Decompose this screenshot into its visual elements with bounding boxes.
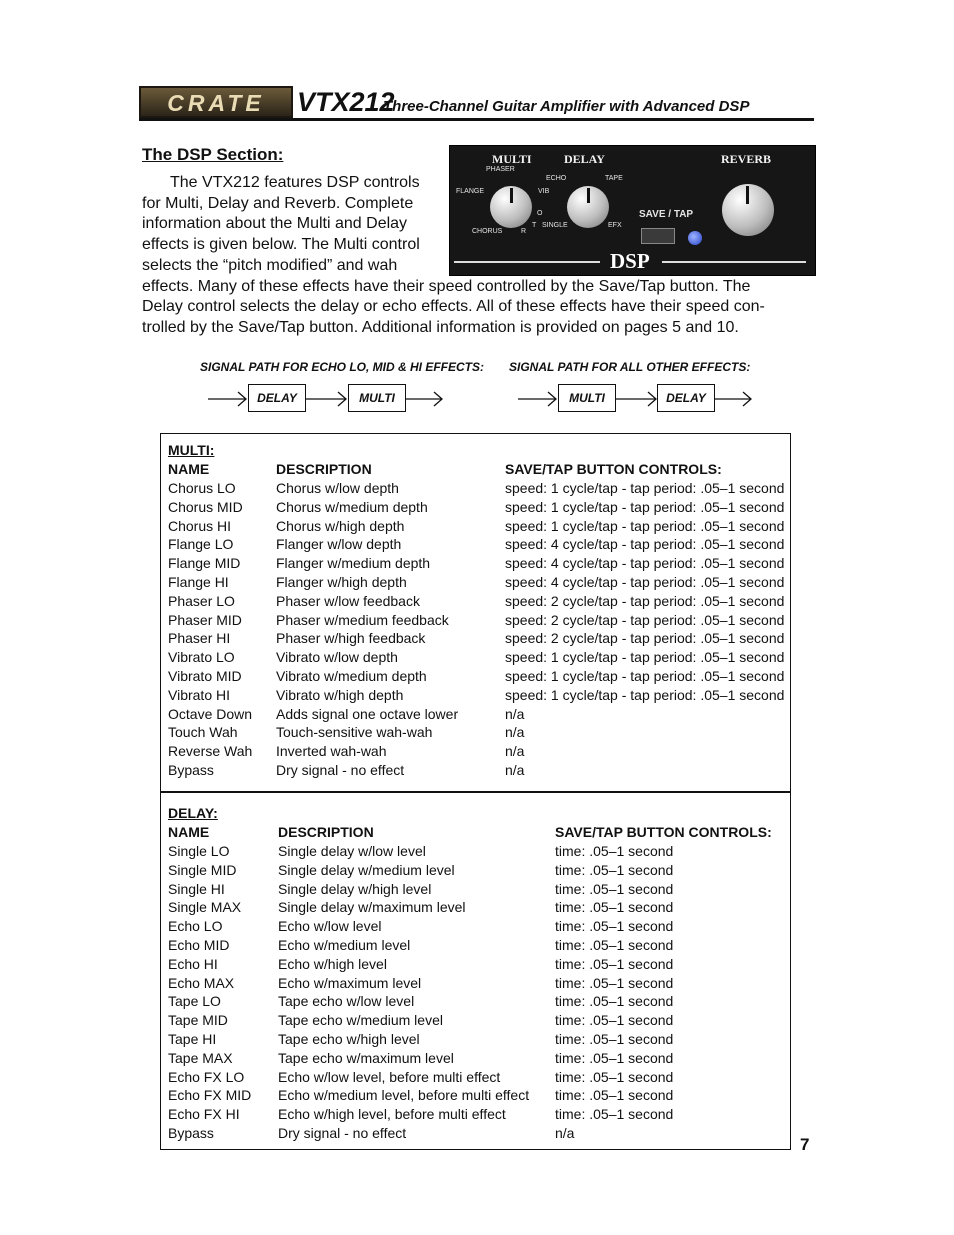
row-description: Vibrato w/medium depth bbox=[276, 667, 427, 684]
row-description: Echo w/low level bbox=[278, 918, 382, 935]
row-controls: time: .05–1 second bbox=[555, 1030, 674, 1047]
row-description: Tape echo w/medium level bbox=[278, 1012, 443, 1029]
reverb-panel-label: REVERB bbox=[721, 152, 772, 166]
signal-path-right-label: SIGNAL PATH FOR ALL OTHER EFFECTS: bbox=[509, 360, 751, 374]
reverb-knob bbox=[722, 184, 774, 236]
intro-line: effects is given below. The Multi control bbox=[142, 236, 420, 254]
arrow-icon bbox=[715, 391, 753, 407]
row-name: Octave Down bbox=[168, 705, 253, 722]
multi-header-name: NAME bbox=[168, 461, 210, 477]
multi-position-label: O bbox=[537, 210, 543, 217]
intro-line: trolled by the Save/Tap button. Additional information is provided on pages 5 and 10. bbox=[142, 318, 739, 336]
row-description: Tape echo w/high level bbox=[278, 1030, 420, 1047]
intro-line: effects. Many of these effects have their speed controlled by the Save/Tap button. The bbox=[142, 277, 751, 295]
row-description: Dry signal - no effect bbox=[278, 1124, 407, 1141]
row-description: Adds signal one octave lower bbox=[276, 705, 459, 722]
delay-header-description: DESCRIPTION bbox=[278, 824, 374, 840]
row-name: Echo LO bbox=[168, 918, 223, 935]
multi-position-label: FLANGE bbox=[456, 188, 485, 195]
delay-header-name: NAME bbox=[168, 824, 210, 840]
row-name: Single MAX bbox=[168, 899, 242, 916]
row-description: Echo w/medium level, before multi effect bbox=[278, 1087, 530, 1104]
header-subtitle: Three-Channel Guitar Amplifier with Advanced DSP bbox=[383, 98, 750, 115]
row-controls: speed: 2 cycle/tap - tap period: .05–1 second bbox=[505, 630, 785, 647]
row-name: Tape MID bbox=[168, 1012, 228, 1029]
delay-knob bbox=[567, 186, 609, 228]
reverb-knob-pointer bbox=[746, 186, 749, 204]
row-description: Single delay w/high level bbox=[278, 880, 432, 897]
intro-line: The VTX212 features DSP controls bbox=[170, 174, 420, 191]
arrow-icon bbox=[306, 391, 348, 407]
delay-position-label: SINGLE bbox=[542, 222, 568, 229]
row-controls: time: .05–1 second bbox=[555, 899, 674, 916]
row-name: Echo MID bbox=[168, 936, 230, 953]
multi-knob-pointer bbox=[510, 188, 513, 203]
row-name: Flange MID bbox=[168, 555, 241, 572]
page-number: 7 bbox=[800, 1135, 810, 1154]
intro-line: for Multi, Delay and Reverb. Complete bbox=[142, 194, 414, 212]
row-name: Single HI bbox=[168, 880, 225, 897]
row-name: Echo FX LO bbox=[168, 1068, 245, 1085]
row-name: Vibrato LO bbox=[168, 649, 235, 666]
tap-led bbox=[688, 231, 702, 245]
row-controls: speed: 4 cycle/tap - tap period: .05–1 second bbox=[505, 573, 785, 590]
row-controls: n/a bbox=[505, 761, 525, 778]
model-name: VTX212 bbox=[297, 87, 395, 117]
signal-path-left-label: SIGNAL PATH FOR ECHO LO, MID & HI EFFECTS: bbox=[200, 360, 484, 374]
row-description: Single delay w/medium level bbox=[278, 861, 455, 878]
row-name: Bypass bbox=[168, 761, 214, 778]
row-description: Vibrato w/low depth bbox=[276, 649, 398, 666]
row-description: Echo w/medium level bbox=[278, 936, 411, 953]
save-tap-button-image bbox=[641, 228, 675, 244]
delay-header-controls: SAVE/TAP BUTTON CONTROLS: bbox=[555, 824, 772, 840]
arrow-icon bbox=[518, 391, 558, 407]
row-name: Flange LO bbox=[168, 536, 234, 553]
row-controls: time: .05–1 second bbox=[555, 861, 674, 878]
row-controls: time: .05–1 second bbox=[555, 1012, 674, 1029]
row-description: Phaser w/high feedback bbox=[276, 630, 426, 647]
page-header bbox=[139, 84, 814, 120]
row-description: Tape echo w/maximum level bbox=[278, 1049, 454, 1066]
multi-position-label: R bbox=[521, 228, 527, 235]
row-name: Reverse Wah bbox=[168, 743, 253, 760]
multi-header-controls: SAVE/TAP BUTTON CONTROLS: bbox=[505, 461, 722, 477]
row-controls: n/a bbox=[505, 705, 525, 722]
dsp-panel-image bbox=[449, 145, 816, 276]
signal-box-multi: MULTI bbox=[558, 384, 616, 412]
delay-position-label: ECHO bbox=[546, 175, 567, 182]
intro-line: Delay control selects the delay or echo effects. All of these effects have their speed con- bbox=[142, 298, 765, 316]
row-name: Echo FX MID bbox=[168, 1087, 252, 1104]
row-controls: time: .05–1 second bbox=[555, 880, 674, 897]
row-name: Bypass bbox=[168, 1124, 214, 1141]
dsp-divider-right bbox=[662, 261, 806, 263]
row-controls: speed: 2 cycle/tap - tap period: .05–1 second bbox=[505, 611, 785, 628]
row-name: Vibrato MID bbox=[168, 667, 242, 684]
row-name: Tape MAX bbox=[168, 1049, 233, 1066]
multi-header-description: DESCRIPTION bbox=[276, 461, 372, 477]
row-name: Single LO bbox=[168, 843, 230, 859]
delay-table-title: DELAY: bbox=[168, 805, 218, 821]
delay-knob-pointer bbox=[587, 188, 590, 203]
row-controls: time: .05–1 second bbox=[555, 974, 674, 991]
row-description: Flanger w/medium depth bbox=[276, 555, 431, 572]
row-controls: n/a bbox=[555, 1124, 575, 1141]
arrow-icon bbox=[208, 391, 248, 407]
row-name: Tape LO bbox=[168, 993, 221, 1010]
intro-line: information about the Multi and Delay bbox=[142, 215, 408, 233]
arrow-icon bbox=[616, 391, 658, 407]
row-description: Dry signal - no effect bbox=[276, 761, 405, 778]
arrow-icon bbox=[406, 391, 444, 407]
row-controls: time: .05–1 second bbox=[555, 936, 674, 953]
row-name: Phaser LO bbox=[168, 592, 235, 609]
row-controls: speed: 1 cycle/tap - tap period: .05–1 second bbox=[505, 667, 785, 684]
intro-line: selects the “pitch modified” and wah bbox=[142, 256, 398, 274]
row-name: Echo MAX bbox=[168, 974, 235, 991]
row-controls: time: .05–1 second bbox=[555, 993, 674, 1010]
row-controls: time: .05–1 second bbox=[555, 955, 674, 972]
crate-logo bbox=[139, 86, 293, 118]
row-name: Echo FX HI bbox=[168, 1106, 240, 1123]
row-controls: time: .05–1 second bbox=[555, 1106, 674, 1123]
multi-table-title: MULTI: bbox=[168, 442, 215, 458]
multi-position-label: T bbox=[532, 222, 537, 229]
row-controls: speed: 1 cycle/tap - tap period: .05–1 second bbox=[505, 649, 785, 666]
row-controls: speed: 4 cycle/tap - tap period: .05–1 second bbox=[505, 536, 785, 553]
multi-table bbox=[160, 433, 791, 793]
row-name: Touch Wah bbox=[168, 724, 238, 741]
row-description: Touch-sensitive wah-wah bbox=[276, 724, 433, 741]
delay-position-label: EFX bbox=[608, 222, 622, 229]
row-controls: speed: 1 cycle/tap - tap period: .05–1 second bbox=[505, 480, 785, 496]
row-description: Phaser w/medium feedback bbox=[276, 611, 449, 628]
row-description: Tape echo w/low level bbox=[278, 993, 415, 1010]
row-controls: n/a bbox=[505, 743, 525, 760]
signal-box-multi: MULTI bbox=[348, 384, 406, 412]
save-tap-panel-label: SAVE / TAP bbox=[639, 209, 694, 220]
row-controls: n/a bbox=[505, 724, 525, 741]
row-controls: time: .05–1 second bbox=[555, 1068, 674, 1085]
multi-position-label: VIB bbox=[538, 188, 550, 195]
row-description: Single delay w/maximum level bbox=[278, 899, 466, 916]
row-description: Echo w/low level, before multi effect bbox=[278, 1068, 501, 1085]
row-controls: speed: 2 cycle/tap - tap period: .05–1 second bbox=[505, 592, 785, 609]
header-rule bbox=[139, 118, 814, 121]
row-controls: time: .05–1 second bbox=[555, 1049, 674, 1066]
row-name: Single MID bbox=[168, 861, 237, 878]
row-controls: speed: 1 cycle/tap - tap period: .05–1 second bbox=[505, 686, 785, 703]
row-description: Echo w/maximum level bbox=[278, 974, 422, 991]
multi-knob bbox=[490, 186, 532, 228]
row-controls: speed: 1 cycle/tap - tap period: .05–1 second bbox=[505, 498, 785, 515]
multi-panel-label: MULTI bbox=[492, 152, 532, 166]
row-description: Echo w/high level, before multi effect bbox=[278, 1106, 506, 1123]
section-title: The DSP Section: bbox=[142, 145, 284, 164]
row-controls: time: .05–1 second bbox=[555, 918, 674, 935]
crate-logo-text: CRATE bbox=[167, 90, 265, 116]
row-name: Echo HI bbox=[168, 955, 218, 972]
row-description: Flanger w/low depth bbox=[276, 536, 402, 553]
row-controls: time: .05–1 second bbox=[555, 843, 674, 859]
row-name: Flange HI bbox=[168, 573, 229, 590]
row-controls: speed: 4 cycle/tap - tap period: .05–1 second bbox=[505, 555, 785, 572]
row-description: Inverted wah-wah bbox=[276, 743, 387, 760]
row-description: Chorus w/high depth bbox=[276, 517, 405, 534]
row-name: Tape HI bbox=[168, 1030, 217, 1047]
dsp-panel-label: DSP bbox=[610, 249, 650, 273]
row-controls: time: .05–1 second bbox=[555, 1087, 674, 1104]
row-controls: speed: 1 cycle/tap - tap period: .05–1 second bbox=[505, 517, 785, 534]
row-description: Chorus w/low depth bbox=[276, 480, 399, 496]
row-description: Vibrato w/high depth bbox=[276, 686, 404, 703]
delay-table bbox=[160, 791, 791, 1150]
row-description: Phaser w/low feedback bbox=[276, 592, 420, 609]
multi-position-label: PHASER bbox=[486, 166, 515, 173]
dsp-divider-left bbox=[454, 261, 600, 263]
multi-position-label: CHORUS bbox=[472, 228, 503, 235]
delay-panel-label: DELAY bbox=[564, 152, 605, 166]
delay-position-label: TAPE bbox=[605, 175, 623, 182]
row-description: Flanger w/high depth bbox=[276, 573, 407, 590]
row-name: Chorus MID bbox=[168, 498, 243, 515]
row-name: Vibrato HI bbox=[168, 686, 230, 703]
row-name: Chorus LO bbox=[168, 480, 236, 496]
row-name: Chorus HI bbox=[168, 517, 232, 534]
row-description: Single delay w/low level bbox=[278, 843, 426, 859]
signal-box-delay: DELAY bbox=[657, 384, 715, 412]
row-description: Echo w/high level bbox=[278, 955, 387, 972]
signal-box-delay: DELAY bbox=[248, 384, 306, 412]
row-description: Chorus w/medium depth bbox=[276, 498, 428, 515]
row-name: Phaser MID bbox=[168, 611, 242, 628]
row-name: Phaser HI bbox=[168, 630, 231, 647]
